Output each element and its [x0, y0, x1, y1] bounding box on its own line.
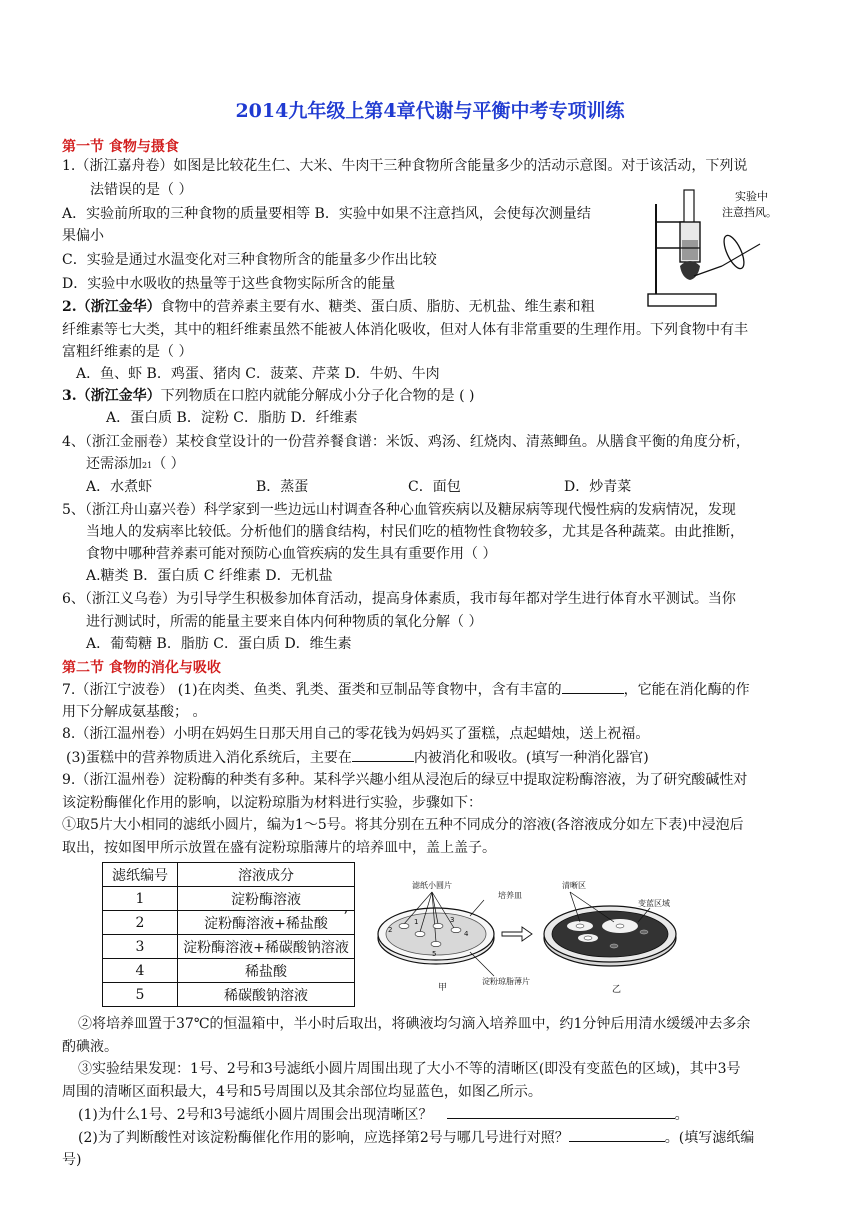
q7-line2: 用下分解成氨基酸； 。 — [62, 704, 207, 720]
dish-jia-label: 甲 — [438, 983, 448, 993]
q3-text: 下列物质在口腔内就能分解成小分子化合物的是 ( ) — [160, 388, 475, 404]
filter-solution-table — [102, 862, 355, 1007]
q5-line3: 食物中哪种营养素可能对预防心血管疾病的发生具有重要作用（ ） — [86, 546, 497, 562]
q4-line2-text: 还需添加 — [86, 456, 142, 472]
q7-text-a: 7.（浙江宁波卷） (1)在肉类、鱼类、乳类、蛋类和豆制品等食物中，含有丰富的 — [62, 682, 562, 698]
table-header-cell: 滤纸编号 — [103, 863, 178, 887]
q9-line1: 9.（浙江温州卷）淀粉酶的种类有多种。某科学兴趣小组从浸泡后的绿豆中提取淀粉酶溶液，为了研究酸碱性对 — [62, 772, 748, 788]
q5-line2: 当地人的发病率比较低。分析他们的膳食结构，村民们吃的植物性食物较多，尤其是各种蔬菜。由此推断， — [86, 524, 744, 540]
q2-text: 食物中的营养素主要有水、糖类、蛋白质、脂肪、无机盐、维生素和粗 — [160, 299, 595, 315]
q9-answer1-blank[interactable] — [447, 1104, 675, 1119]
petri-dish-figure — [374, 876, 690, 996]
q8-line1: 8.（浙江温州卷）小明在妈妈生日那天用自己的零花钱为妈妈买了蛋糕，点起蜡烛，送上祝福。 — [62, 726, 650, 742]
q5-options: A.糖类 B．蛋白质 C 纤维素 D．无机盐 — [86, 568, 333, 584]
q5-line1: 5、（浙江舟山嘉兴卷）科学家到一些边远山村调查各种心血管疾病以及糖尿病等现代慢性病的发病情况，发现 — [62, 502, 736, 518]
q4-subscript: 21 — [142, 461, 153, 470]
blue-zone-label: 变蓝区域 — [638, 899, 670, 908]
q9-question2-cont: 号) — [62, 1152, 82, 1168]
section-heading-1: 第一节 食物与摄食 — [62, 139, 179, 155]
q8-answer-blank[interactable] — [352, 747, 414, 762]
q2-options: A．鱼、虾 B．鸡蛋、猪肉 C．菠菜、芹菜 D．牛奶、牛肉 — [76, 366, 440, 382]
clear-zone-label: 清晰区 — [562, 881, 586, 890]
q9-question2-text: (2)为了判断酸性对该淀粉酶催化作用的影响，应选择第2号与哪几号进行对照？ — [78, 1130, 569, 1146]
table-cell: 稀盐酸 — [178, 959, 355, 983]
q4-line2-bracket: （ ） — [152, 456, 185, 472]
filter-number: 1 — [414, 918, 419, 926]
filter-paper-label: 滤纸小圆片 — [412, 881, 452, 890]
q9-question1 — [78, 1104, 689, 1125]
q3-number: 3. — [62, 388, 77, 404]
q9-question2 — [78, 1127, 754, 1148]
q9-step2-line2: 酌碘液。 — [62, 1039, 118, 1055]
filter-number: 3 — [450, 916, 455, 924]
q6-line2: 进行测试时，所需的能量主要来自体内何种物质的氧化分解（ ） — [86, 614, 483, 630]
q7-line1 — [62, 679, 750, 700]
table-row — [103, 887, 355, 911]
table-row — [103, 911, 355, 935]
q9-line2: 该淀粉酶催化作用的影响，以淀粉琼脂为材料进行实验，步骤如下： — [62, 795, 482, 811]
table-cell-text: 淀粉酶溶液+稀盐酸 — [204, 915, 328, 932]
table-cell-mark: ’ — [343, 909, 348, 925]
q7-answer-blank[interactable] — [562, 679, 624, 694]
table-cell — [178, 911, 355, 935]
q3-source: （浙江金华） — [76, 388, 161, 404]
q1-line1: 1.（浙江嘉舟卷）如图是比较花生仁、大米、牛肉干三种食物所含能量多少的活动示意图。对于该活动，下列说 — [62, 158, 748, 174]
q2-line3: 富粗纤维素的是（ ） — [62, 344, 193, 360]
figure-label-line1: 实验中 — [735, 190, 768, 203]
q4-line1: 4、（浙江金丽卷）某校食堂设计的一份营养餐食谱：米饭、鸡汤、红烧肉、清蒸鲫鱼。从膳食平衡的角度分析， — [62, 434, 750, 450]
q8-text-a: (3)蛋糕中的营养物质进入消化系统后，主要在 — [66, 750, 352, 766]
q3-options: A．蛋白质 B．淀粉 C．脂肪 D．纤维素 — [106, 410, 358, 426]
section-heading-2: 第二节 食物的消化与吸收 — [62, 660, 221, 676]
q2-number: 2. — [62, 299, 77, 315]
q9-answer2-blank[interactable] — [569, 1127, 665, 1142]
q6-options: A．葡萄糖 B．脂肪 C．蛋白质 D．维生素 — [86, 636, 352, 652]
q4-option-c: C．面包 — [408, 479, 461, 495]
table-row — [103, 935, 355, 959]
q2-line2: 纤维素等七大类，其中的粗纤维素虽然不能被人体消化吸收，但对人体有非常重要的生理作用。下列食物中有丰 — [62, 322, 748, 338]
q6-line1: 6、（浙江义乌卷）为引导学生积极参加体育活动，提高身体素质，我市每年都对学生进行体育水平测试。当你 — [62, 591, 736, 607]
table-cell: 淀粉酶溶液 — [178, 887, 355, 911]
q4-option-b: B．蒸蛋 — [256, 479, 309, 495]
q1-option-c: C．实验是通过水温变化对三种食物所含的能量多少作出比较 — [62, 252, 437, 268]
table-cell: 5 — [103, 983, 178, 1007]
table-cell: 2 — [103, 911, 178, 935]
filter-number: 4 — [464, 930, 469, 938]
dish-yi-label: 乙 — [612, 985, 622, 995]
q1-option-a-cont: 果偏小 — [62, 228, 104, 244]
page-title: 2014九年级上第4章代谢与平衡中考专项训练 — [235, 100, 625, 122]
q4-option-a: A．水煮虾 — [86, 479, 153, 495]
q9-step3-line1: ③实验结果发现：1号、2号和3号滤纸小圆片周围出现了大小不等的清晰区(即没有变蓝色的区域)，其中3号 — [78, 1061, 741, 1077]
agar-label: 淀粉琼脂薄片 — [482, 977, 530, 986]
table-cell: 稀碳酸钠溶液 — [178, 983, 355, 1007]
q4-option-d: D．炒青菜 — [564, 479, 632, 495]
table-cell: 4 — [103, 959, 178, 983]
q9-step1-line1: ①取5片大小相同的滤纸小圆片，编为1～5号。将其分别在五种不同成分的溶液(各溶液成分如左下表)中浸泡后 — [62, 817, 744, 833]
q2-source: （浙江金华） — [76, 299, 161, 315]
q9-question1-text: (1)为什么1号、2号和3号滤纸小圆片周围会出现清晰区？ — [78, 1107, 433, 1123]
dish-label: 培养皿 — [498, 891, 522, 900]
calorimeter-apparatus-figure — [640, 182, 810, 312]
q9-step1-line2: 取出，按如图甲所示放置在盛有淀粉琼脂薄片的培养皿中，盖上盖子。 — [62, 840, 496, 856]
filter-number: 5 — [432, 950, 437, 958]
table-row — [103, 983, 355, 1007]
q8-text-b: 内被消化和吸收。(填写一种消化器官) — [413, 750, 649, 766]
table-header-cell: 溶液成分 — [178, 863, 355, 887]
table-row — [103, 959, 355, 983]
q2-line1 — [62, 297, 595, 317]
figure-label-line2: 注意挡风。 — [722, 206, 777, 219]
q3-line1 — [62, 386, 474, 406]
q9-step3-line2: 周围的清晰区面积最大，4号和5号周围以及其余部位均显蓝色，如图乙所示。 — [62, 1084, 542, 1100]
table-cell: 3 — [103, 935, 178, 959]
q9-question2-end: 。(填写滤纸编 — [664, 1130, 755, 1146]
q7-text-b: ，它能在消化酶的作 — [623, 682, 750, 698]
filter-number: 2 — [388, 926, 393, 934]
table-header-row — [103, 863, 355, 887]
q1-option-a: A．实验前所取的三种食物的质量要相等 B．实验中如果不注意挡风，会使每次测量结 — [62, 206, 591, 222]
q9-step2-line1: ②将培养皿置于37℃的恒温箱中，半小时后取出，将碘液均匀滴入培养皿中，约1分钟后用清水缓缓冲去多余 — [78, 1016, 751, 1032]
table-cell: 1 — [103, 887, 178, 911]
q1-line2: 法错误的是（ ） — [90, 182, 193, 198]
table-cell: 淀粉酶溶液+稀碳酸钠溶液 — [178, 935, 355, 959]
q4-line2 — [86, 454, 185, 476]
q1-option-d: D．实验中水吸收的热量等于这些食物实际所含的能量 — [62, 276, 396, 292]
q8-line2 — [66, 747, 649, 768]
q9-question1-end: 。 — [674, 1107, 689, 1123]
